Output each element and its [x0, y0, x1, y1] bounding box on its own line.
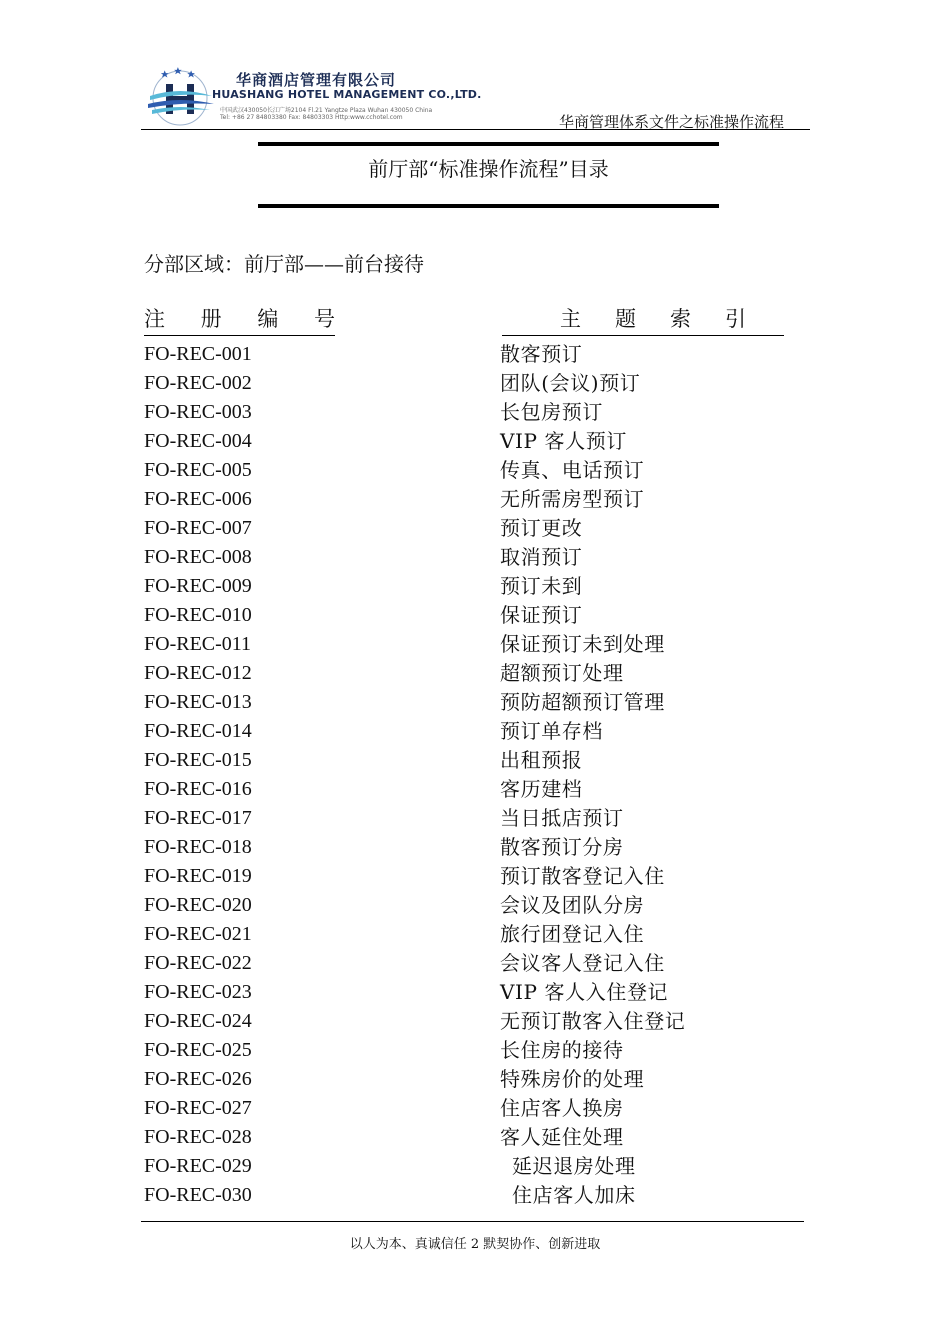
topic-title: VIP 客人入住登记: [500, 980, 669, 1004]
list-item: [144, 630, 804, 659]
list-item: [144, 775, 804, 804]
registration-code: FO-REC-015: [144, 749, 252, 771]
list-item: [144, 1094, 804, 1123]
registration-code: FO-REC-022: [144, 952, 252, 974]
registration-code: FO-REC-020: [144, 894, 252, 916]
registration-code: FO-REC-011: [144, 633, 252, 655]
column-header-char: 编: [257, 307, 279, 331]
topic-title: 散客预订分房: [500, 835, 624, 859]
list-item: [144, 717, 804, 746]
index-list: [144, 340, 804, 1210]
list-item: [144, 1181, 804, 1210]
list-item: [144, 1152, 804, 1181]
topic-title: 无所需房型预订: [500, 487, 645, 511]
list-item: [144, 514, 804, 543]
topic-title: 会议客人登记入住: [500, 951, 665, 975]
topic-title: 散客预订: [500, 342, 583, 366]
topic-title: 旅行团登记入住: [500, 922, 645, 946]
topic-title: 出租预报: [500, 748, 583, 772]
registration-code: FO-REC-019: [144, 865, 252, 887]
list-item: [144, 485, 804, 514]
registration-code: FO-REC-024: [144, 1010, 252, 1032]
topic-title: 特殊房价的处理: [500, 1067, 645, 1091]
topic-title: 团队(会议)预订: [500, 371, 641, 395]
topic-title: 会议及团队分房: [500, 893, 645, 917]
registration-code: FO-REC-001: [144, 343, 252, 365]
list-item: [144, 746, 804, 775]
column-header-char: 册: [200, 307, 222, 331]
registration-code: FO-REC-027: [144, 1097, 252, 1119]
registration-code: FO-REC-014: [144, 720, 252, 742]
registration-code: FO-REC-005: [144, 459, 252, 481]
registration-code: FO-REC-008: [144, 546, 252, 568]
registration-code: FO-REC-028: [144, 1126, 252, 1148]
topic-title: 保证预订未到处理: [500, 632, 665, 656]
topic-title: 当日抵店预订: [500, 806, 624, 830]
column-header-registration-number: [144, 303, 335, 336]
footer-divider: [141, 1221, 804, 1222]
list-item: [144, 891, 804, 920]
list-item: [144, 949, 804, 978]
registration-code: FO-REC-002: [144, 372, 252, 394]
topic-title: 预订未到: [500, 574, 583, 598]
registration-code: FO-REC-003: [144, 401, 252, 423]
topic-title: 无预订散客入住登记: [500, 1009, 686, 1033]
registration-code: FO-REC-007: [144, 517, 252, 539]
registration-code: FO-REC-021: [144, 923, 252, 945]
registration-code: FO-REC-009: [144, 575, 252, 597]
list-item: [144, 978, 804, 1007]
topic-title: 预订更改: [500, 516, 583, 540]
list-item: [144, 1036, 804, 1065]
logo-english-name: HUASHANG HOTEL MANAGEMENT CO.,LTD.: [212, 88, 482, 101]
list-item: [144, 543, 804, 572]
topic-title: 客历建档: [500, 777, 583, 801]
section-heading: 分部区域：前厅部——前台接待: [144, 252, 424, 276]
topic-title: 传真、电话预订: [500, 458, 645, 482]
topic-title: 延迟退房处理: [512, 1154, 636, 1178]
registration-code: FO-REC-012: [144, 662, 252, 684]
list-item: [144, 1065, 804, 1094]
list-item: [144, 1123, 804, 1152]
list-item: [144, 862, 804, 891]
registration-code: FO-REC-029: [144, 1155, 252, 1177]
topic-title: 长包房预订: [500, 400, 603, 424]
header-document-series: 华商管理体系文件之标准操作流程: [558, 113, 784, 131]
topic-title: 住店客人加床: [512, 1183, 636, 1207]
registration-code: FO-REC-013: [144, 691, 252, 713]
column-header-topic-index: [502, 303, 784, 336]
topic-title: 住店客人换房: [500, 1096, 624, 1120]
company-logo: [146, 66, 482, 132]
list-item: [144, 833, 804, 862]
registration-code: FO-REC-026: [144, 1068, 252, 1090]
list-item: [144, 601, 804, 630]
logo-contact: Tel: +86 27 84803380 Fax: 84803303 Http:www.cchotel.com: [220, 114, 403, 121]
column-header-char: 题: [615, 307, 636, 331]
footer-motto: 以人为本、真诚信任 2 默契协作、创新进取: [349, 1237, 601, 1252]
registration-code: FO-REC-006: [144, 488, 252, 510]
list-item: [144, 369, 804, 398]
column-header-char: 注: [144, 307, 165, 331]
registration-code: FO-REC-030: [144, 1184, 252, 1206]
company-logo-icon: [146, 66, 216, 132]
column-header-char: 主: [560, 307, 581, 331]
list-item: [144, 1007, 804, 1036]
topic-title: 超额预订处理: [500, 661, 624, 685]
topic-title: 保证预订: [500, 603, 583, 627]
list-item: [144, 920, 804, 949]
title-bottom-rule: [258, 204, 719, 208]
topic-title: 预订单存档: [500, 719, 603, 743]
registration-code: FO-REC-010: [144, 604, 252, 626]
logo-chinese-name: 华商酒店管理有限公司: [236, 71, 397, 89]
list-item: [144, 427, 804, 456]
column-header-char: 引: [725, 307, 746, 331]
topic-title: 取消预订: [500, 545, 583, 569]
column-header-char: 索: [670, 307, 691, 331]
logo-address: 中国武汉430050长江广场2104 Fl.21 Yangtze Plaza Wuhan 430050 China: [220, 107, 433, 114]
list-item: [144, 340, 804, 369]
title-top-rule: [258, 142, 719, 146]
page-title: 前厅部“标准操作流程”目录: [368, 157, 609, 181]
registration-code: FO-REC-017: [144, 807, 252, 829]
header-divider: [141, 129, 810, 130]
list-item: [144, 659, 804, 688]
column-header-char: 号: [313, 307, 335, 331]
list-item: [144, 688, 804, 717]
registration-code: FO-REC-023: [144, 981, 252, 1003]
list-item: [144, 398, 804, 427]
list-item: [144, 456, 804, 485]
topic-title: 预防超额预订管理: [500, 690, 665, 714]
registration-code: FO-REC-004: [144, 430, 252, 452]
topic-title: 长住房的接待: [500, 1038, 624, 1062]
topic-title: 客人延住处理: [500, 1125, 624, 1149]
list-item: [144, 804, 804, 833]
registration-code: FO-REC-018: [144, 836, 252, 858]
topic-title: 预订散客登记入住: [500, 864, 665, 888]
registration-code: FO-REC-025: [144, 1039, 252, 1061]
registration-code: FO-REC-016: [144, 778, 252, 800]
list-item: [144, 572, 804, 601]
topic-title: VIP 客人预订: [500, 429, 627, 453]
